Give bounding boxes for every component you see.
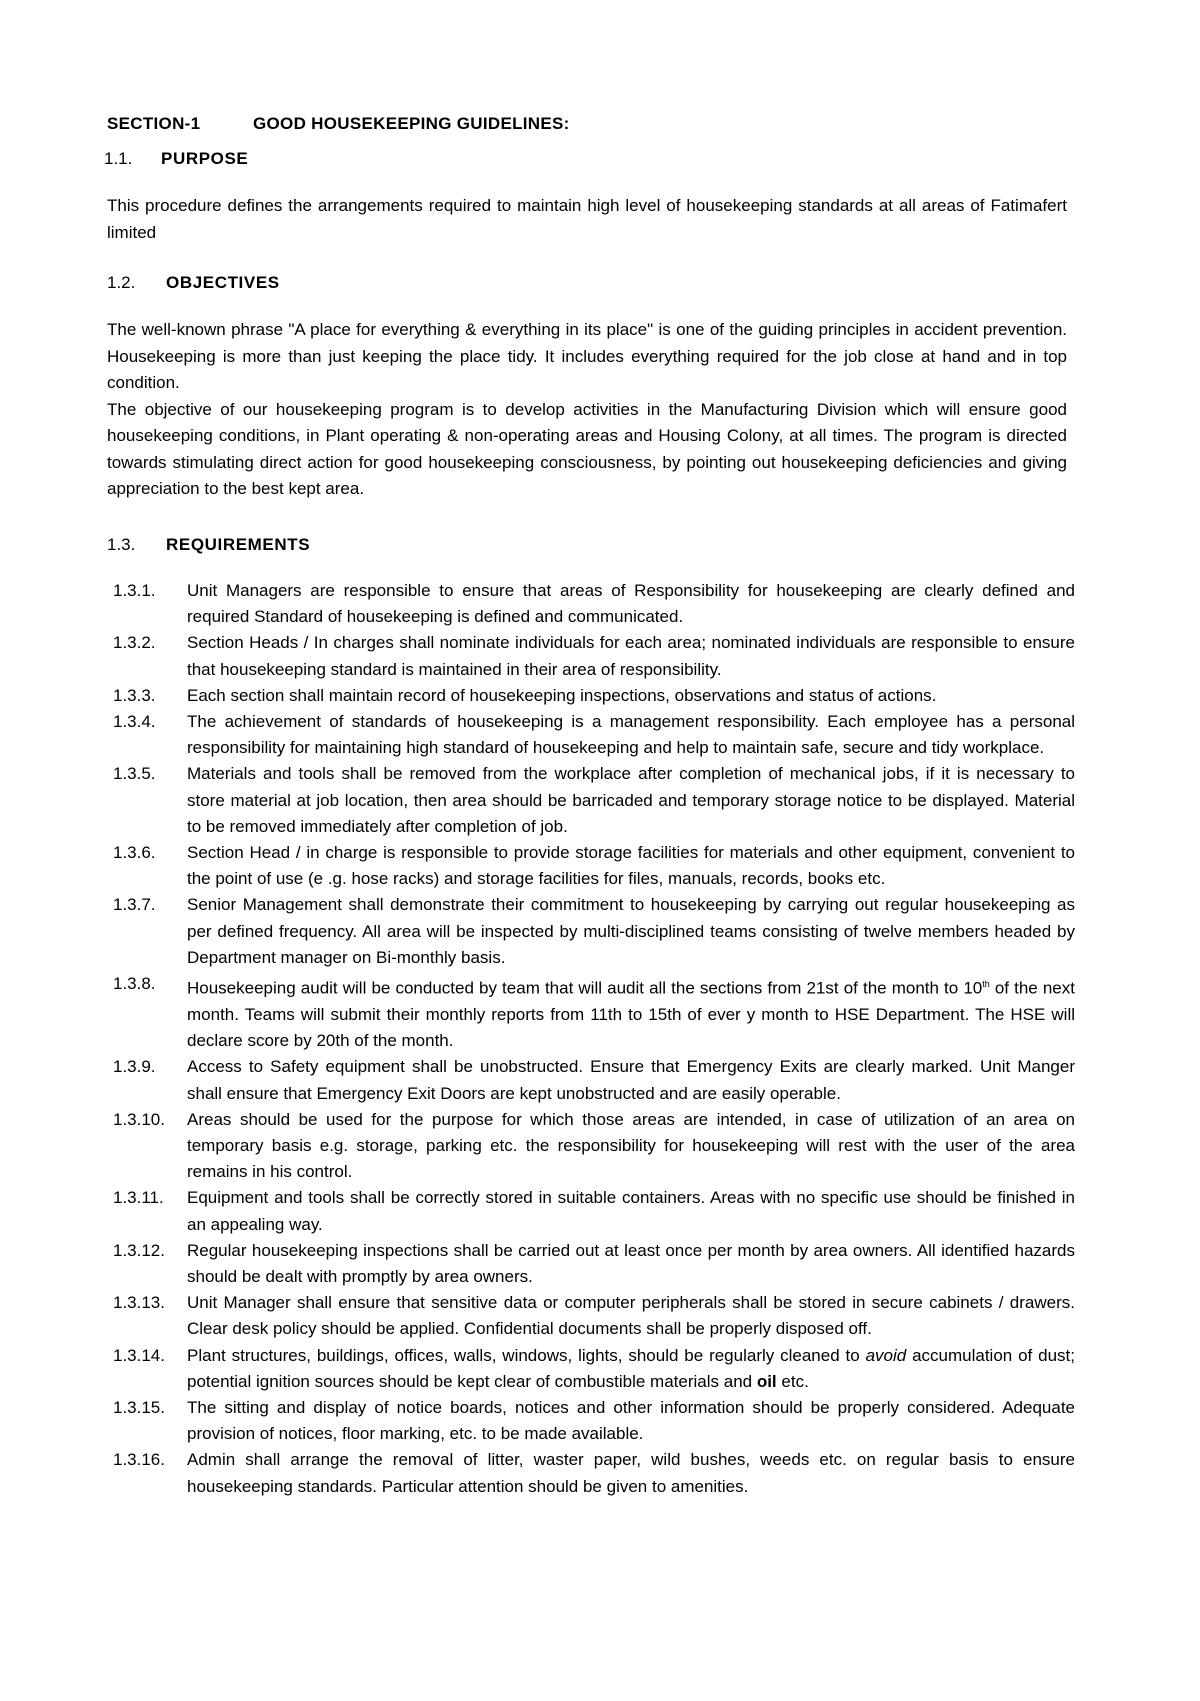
list-item [107, 1107, 1075, 1186]
item-number: 1.3.13. [113, 1293, 165, 1313]
list-item [107, 709, 1075, 761]
list-item [107, 1447, 1075, 1499]
item-number: 1.3.12. [113, 1240, 165, 1260]
item-number: 1.3.6. [113, 843, 156, 863]
item-number: 1.3.7. [113, 895, 156, 915]
item-text: Senior Management shall demonstrate their commitment to housekeeping by carrying out regular housekeeping as per defined frequency. All area will be inspected by multi-disciplined teams consisting of twelve members headed by Department manager on Bi-monthly basis. [187, 895, 1075, 967]
item-text-part: etc. [776, 1371, 809, 1391]
italic-word: avoid [865, 1345, 907, 1365]
bold-word: oil [756, 1371, 777, 1391]
list-item [107, 1395, 1075, 1447]
section-number: SECTION-1 [107, 114, 201, 133]
item-text [187, 971, 1075, 1054]
objectives-paragraph-2: The objective of our housekeeping program is to develop activities in the Manufacturing Division which will ensure good housekeeping conditions, in Plant operating & non-operating areas and Housing Colony, at all times. The program is directed towards stimulating direct action for good housekeeping consciousness, by pointing out housekeeping deficiencies and giving appreciation to the best kept area. [107, 399, 1067, 498]
item-text: Areas should be used for the purpose for which those areas are intended, in case of utilization of an area on temporary basis e.g. storage, parking etc. the responsibility for housekeeping will rest with the user of the area remains in his control. [187, 1109, 1075, 1182]
list-item [107, 761, 1075, 840]
item-number: 1.3.8. [113, 974, 156, 994]
requirements-label: REQUIREMENTS [166, 535, 311, 554]
purpose-paragraph: This procedure defines the arrangements required to maintain high level of housekeeping standards at all areas of Fatimafert limited [107, 196, 1067, 242]
item-text-part: of the next month. Teams will submit their monthly reports from 11th to 15th of ever y month to HSE Department. The HSE will declare score by 20th of the month. [187, 978, 1075, 1051]
list-item [107, 630, 1075, 682]
item-text: Regular housekeeping inspections shall be carried out at least once per month by area owners. All identified hazards should be dealt with promptly by area owners. [187, 1240, 1075, 1286]
objectives-heading [107, 273, 280, 293]
requirements-list [107, 578, 1075, 1500]
item-number: 1.3.4. [113, 712, 156, 732]
item-number: 1.3.10. [113, 1109, 165, 1129]
item-text: Section Heads / In charges shall nominate individuals for each area; nominated individuals are responsible to ensure that housekeeping standard is maintained in their area of responsibility. [187, 633, 1075, 679]
item-text: Access to Safety equipment shall be unobstructed. Ensure that Emergency Exits are clearly marked. Unit Manger shall ensure that Emergency Exit Doors are kept unobstructed and are easily operable. [187, 1057, 1075, 1103]
objectives-label: OBJECTIVES [166, 273, 280, 292]
objectives-text [107, 317, 1067, 503]
item-text-part: accumulation of dust; potential ignition sources should be kept clear of combustible materials and [187, 1345, 1075, 1391]
requirements-heading [107, 535, 311, 555]
item-text-part: Plant structures, buildings, offices, walls, windows, lights, should be regularly cleaned to [187, 1345, 866, 1365]
list-item [107, 892, 1075, 971]
item-number: 1.3.2. [113, 633, 156, 653]
list-item [107, 1290, 1075, 1342]
purpose-number: 1.1. [104, 149, 133, 168]
section-name: GOOD HOUSEKEEPING GUIDELINES: [253, 114, 570, 133]
purpose-heading [104, 149, 249, 169]
list-item [107, 840, 1075, 892]
item-number: 1.3.3. [113, 685, 156, 705]
item-number: 1.3.16. [113, 1450, 165, 1470]
item-text: Materials and tools shall be removed from the workplace after completion of mechanical jobs, if it is necessary to store material at job location, then area should be barricaded and temporary storage notice to be displayed. Material to be removed immediately after completion of job. [187, 764, 1075, 836]
item-text: The sitting and display of notice boards, notices and other information should be properly considered. Adequate provision of notices, floor marking, etc. to be made available. [187, 1397, 1075, 1444]
item-number: 1.3.9. [113, 1057, 156, 1077]
list-item [107, 1238, 1075, 1290]
item-number: 1.3.14. [113, 1345, 165, 1365]
ordinal-superscript: th [982, 979, 990, 990]
list-item [107, 1054, 1075, 1106]
list-item [107, 971, 1075, 1054]
item-text: The achievement of standards of housekeeping is a management responsibility. Each employee has a personal responsibility for maintaining high standard of housekeeping and help to maintain safe, secure and tidy workplace. [187, 712, 1075, 758]
purpose-label: PURPOSE [161, 149, 249, 168]
item-text: Section Head / in charge is responsible to provide storage facilities for materials and other equipment, convenient to the point of use (e .g. hose racks) and storage facilities for files, manuals, records, books etc. [187, 843, 1075, 889]
list-item [107, 1343, 1075, 1395]
item-number: 1.3.15. [113, 1397, 165, 1417]
objectives-paragraph-1: The well-known phrase "A place for everything & everything in its place" is one of the guiding principles in accident prevention. Housekeeping is more than just keeping the place tidy. It includes everything required for the job close at hand and in top condition. [107, 320, 1067, 392]
item-text: Unit Manager shall ensure that sensitive data or computer peripherals shall be stored in secure cabinets / drawers. Clear desk policy should be applied. Confidential documents shall be properly disposed off. [187, 1293, 1075, 1339]
list-item [107, 1185, 1075, 1237]
list-item [107, 578, 1075, 630]
item-text-part: Housekeeping audit will be conducted by team that will audit all the sections from 21st of the month to 10 [187, 978, 983, 998]
item-text: Equipment and tools shall be correctly stored in suitable containers. Areas with no specific use should be finished in an appealing way. [187, 1188, 1075, 1234]
item-text: Unit Managers are responsible to ensure that areas of Responsibility for housekeeping are clearly defined and required Standard of housekeeping is defined and communicated. [187, 581, 1075, 627]
item-number: 1.3.11. [113, 1188, 164, 1208]
item-text [187, 1343, 1075, 1395]
section-title [107, 114, 570, 134]
item-number: 1.3.5. [113, 764, 156, 784]
objectives-number: 1.2. [107, 273, 136, 292]
item-number: 1.3.1. [113, 581, 156, 600]
requirements-number: 1.3. [107, 535, 136, 554]
item-text: Each section shall maintain record of housekeeping inspections, observations and status of actions. [187, 685, 937, 705]
item-text: Admin shall arrange the removal of litter, waster paper, wild bushes, weeds etc. on regular basis to ensure housekeeping standards. Particular attention should be given to amenities. [187, 1450, 1075, 1496]
list-item [107, 683, 1075, 709]
purpose-text [107, 193, 1067, 246]
